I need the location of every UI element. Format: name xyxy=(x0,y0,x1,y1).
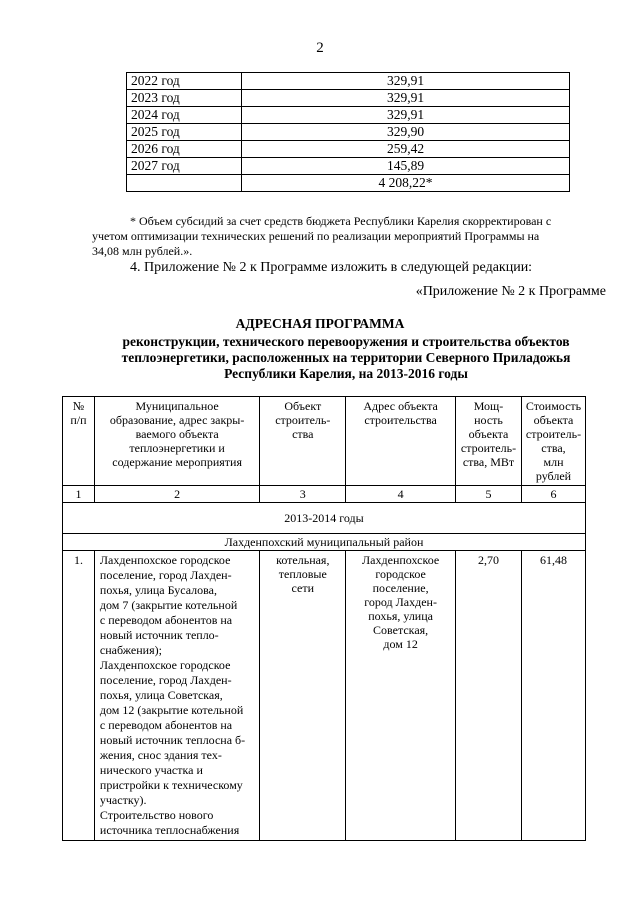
cell-line: ства, xyxy=(541,441,566,455)
cell-line: теплоэнергетики и xyxy=(129,441,225,455)
period-row xyxy=(63,503,586,534)
cell-line: содержание мероприятия xyxy=(112,455,242,469)
table-row xyxy=(127,107,570,124)
column-number: 4 xyxy=(346,486,456,503)
column-number: 5 xyxy=(456,486,522,503)
header-num xyxy=(63,397,95,486)
year-cell: 2022 год xyxy=(127,73,242,90)
district-row xyxy=(63,534,586,551)
table-row xyxy=(127,158,570,175)
cell-line: Муниципальное xyxy=(135,399,219,413)
total-cell: 4 208,22* xyxy=(242,175,570,192)
cell-line: дом 12 xyxy=(383,637,418,651)
cell-line: поселение, xyxy=(372,581,429,595)
cell-line: похья, улица Советская, xyxy=(99,688,223,702)
header-cost xyxy=(521,397,585,486)
cell-line: строитель- xyxy=(460,441,517,455)
header-object xyxy=(260,397,346,486)
cell-line: объекта xyxy=(533,413,574,427)
column-number-row xyxy=(63,486,586,503)
cell-line: п/п xyxy=(70,413,87,427)
row-address xyxy=(346,551,456,841)
cell-line: Советская, xyxy=(373,623,429,637)
value-cell: 329,91 xyxy=(242,90,570,107)
empty-cell xyxy=(127,175,242,192)
cell-line: строитель- xyxy=(525,427,582,441)
cell-line: Лахденпохское городское xyxy=(99,553,231,567)
cell-line: № xyxy=(72,399,85,413)
cell-line: дом 7 (закрытие котельной xyxy=(99,598,238,612)
appendix-label: «Приложение № 2 к Программе xyxy=(415,284,606,299)
value-cell: 329,90 xyxy=(242,124,570,141)
cell-line: ства xyxy=(292,427,314,441)
cell-line: поселение, город Лахден- xyxy=(99,568,232,582)
program-subtitle xyxy=(96,334,596,382)
cell-line: Стоимость xyxy=(525,399,582,413)
cell-line: поселение, город Лахден- xyxy=(99,673,232,687)
value-cell: 145,89 xyxy=(242,158,570,175)
cell-line: строительства xyxy=(364,413,437,427)
table-row xyxy=(127,73,570,90)
footnote-line: учетом оптимизации технических решений по реализации мероприятий Программы на xyxy=(92,229,540,243)
item-4-text: 4. Приложение № 2 к Программе изложить в следующей редакции: xyxy=(130,260,533,275)
cell-line: источника теплоснабжения xyxy=(99,823,240,837)
cell-line: объекта xyxy=(468,427,509,441)
cell-line: образование, адрес закры- xyxy=(109,413,245,427)
cell-line: участку). xyxy=(99,793,147,807)
cell-line: ства, МВт xyxy=(462,455,515,469)
table-row xyxy=(127,124,570,141)
column-number: 6 xyxy=(521,486,585,503)
cell-line: строитель- xyxy=(275,413,331,427)
table-row xyxy=(63,551,586,841)
cell-line: Лахденпохское xyxy=(362,553,440,567)
cell-line: с переводом абонентов на xyxy=(99,613,233,627)
year-cell: 2026 год xyxy=(127,141,242,158)
cell-line: жения, снос здания тех- xyxy=(99,748,222,762)
table-row xyxy=(127,141,570,158)
cell-line: ность xyxy=(474,413,503,427)
cell-line: тепловые xyxy=(278,567,327,581)
program-title: АДРЕСНАЯ ПРОГРАММА xyxy=(235,316,405,331)
table-header-row xyxy=(63,397,586,486)
total-row xyxy=(127,175,570,192)
cell-line: Лахденпохское городское xyxy=(99,658,231,672)
cell-line: городское xyxy=(375,567,426,581)
cell-line: сети xyxy=(291,581,315,595)
row-description xyxy=(94,551,259,841)
year-cell: 2027 год xyxy=(127,158,242,175)
row-cost: 61,48 xyxy=(521,551,585,841)
cell-line: новый источник тепло- xyxy=(99,628,219,642)
cell-line: похья, улица xyxy=(368,609,433,623)
district-cell: Лахденпохский муниципальный район xyxy=(63,534,586,551)
cell-line: котельная, xyxy=(276,553,330,567)
cell-line: с переводом абонентов на xyxy=(99,718,233,732)
year-cell: 2025 год xyxy=(127,124,242,141)
cell-line: Строительство нового xyxy=(99,808,214,822)
year-cell: 2023 год xyxy=(127,90,242,107)
cell-line: нического участка и xyxy=(99,763,203,777)
value-cell: 329,91 xyxy=(242,73,570,90)
subtitle-line: реконструкции, технического перевооружения и строительства объектов xyxy=(122,334,570,349)
cell-line: Мощ- xyxy=(473,399,504,413)
header-capacity xyxy=(456,397,522,486)
cell-line: Объект xyxy=(284,399,322,413)
cell-line: ваемого объекта xyxy=(135,427,219,441)
footnote-line: 34,08 млн рублей.». xyxy=(92,244,193,258)
subtitle-line: Республики Карелия, на 2013-2016 годы xyxy=(224,366,468,381)
period-cell: 2013-2014 годы xyxy=(63,503,586,534)
value-cell: 259,42 xyxy=(242,141,570,158)
footnote-line: * Объем субсидий за счет средств бюджета Республики Карелия скорректирован с xyxy=(130,214,552,228)
cell-line: пристройки к техническому xyxy=(99,778,243,792)
cell-line: млн рублей xyxy=(535,455,572,483)
table-row xyxy=(127,90,570,107)
subsidy-table xyxy=(126,72,570,192)
cell-line: дом 12 (закрытие котельной xyxy=(99,703,244,717)
column-number: 3 xyxy=(260,486,346,503)
cell-line: похья, улица Бусалова, xyxy=(99,583,217,597)
header-address xyxy=(346,397,456,486)
row-number: 1. xyxy=(63,551,95,841)
cell-line: новый источник теплосна б- xyxy=(99,733,246,747)
column-number: 1 xyxy=(63,486,95,503)
cell-line: снабжения); xyxy=(99,643,162,657)
year-cell: 2024 год xyxy=(127,107,242,124)
row-capacity: 2,70 xyxy=(456,551,522,841)
value-cell: 329,91 xyxy=(242,107,570,124)
footnote xyxy=(92,214,594,259)
header-municipality xyxy=(94,397,259,486)
subtitle-line: теплоэнергетики, расположенных на территории Северного Приладожья xyxy=(121,350,571,365)
row-object xyxy=(260,551,346,841)
address-program-table xyxy=(62,396,586,841)
column-number: 2 xyxy=(94,486,259,503)
page-number: 2 xyxy=(316,40,324,56)
cell-line: Адрес объекта xyxy=(363,399,438,413)
cell-line: город Лахден- xyxy=(364,595,437,609)
